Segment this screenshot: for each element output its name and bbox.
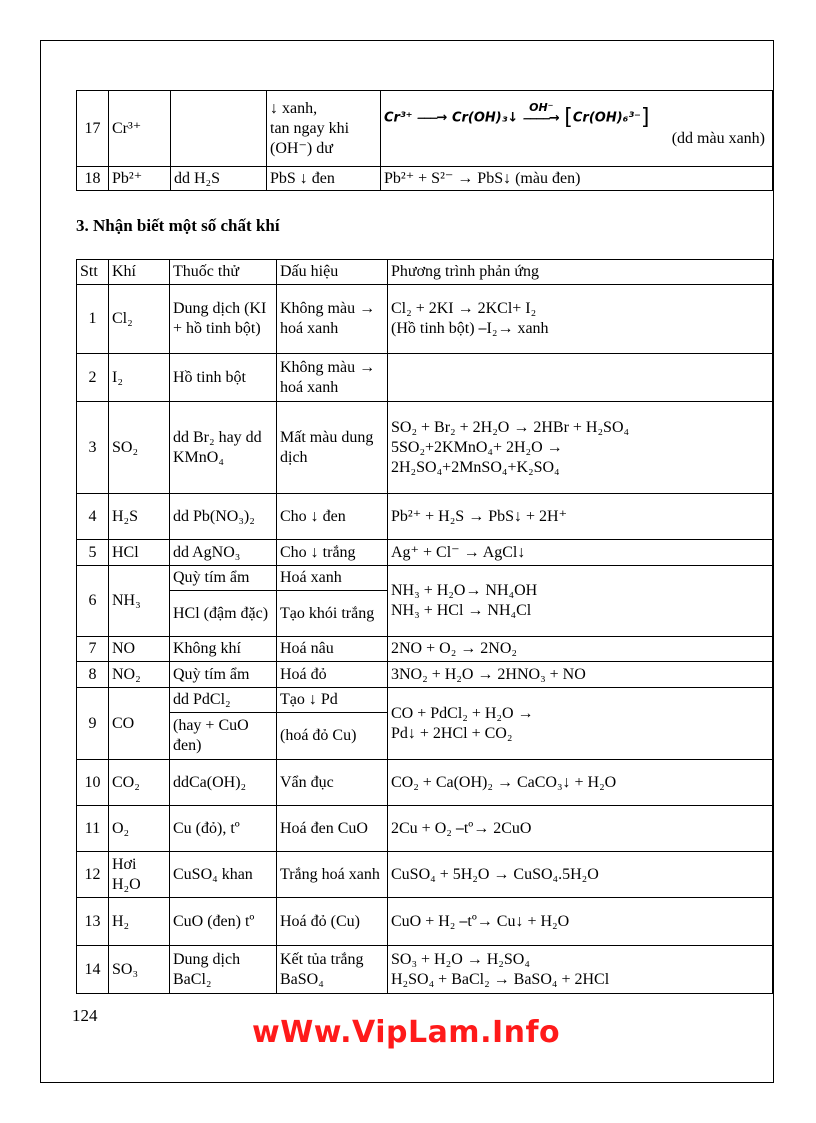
watermark-link[interactable]: wWw.VipLam.Info	[252, 1015, 561, 1050]
table-row: 1 Cl₂ Dung dịch (KI + hồ tinh bột) Không màu → hoá xanh Cl₂ + 2KI → 2KCl+ I₂ (Hồ tinh bột) ⎯I₂→ xanh	[77, 285, 773, 354]
table-row: 3 SO₂ dd Br₂ hay dd KMnO₄ Mất màu dung dịch SO₂ + Br₂ + 2H₂O → 2HBr + H₂SO₄ 5SO₂+2KMnO₄+ 2H₂O → 2H₂SO₄+2MnSO₄+K₂SO₄	[77, 402, 773, 494]
table-row: 4 H₂S dd Pb(NO₃)₂ Cho ↓ đen Pb²⁺ + H₂S → PbS↓ + 2H⁺	[77, 494, 773, 540]
table-row: 5 HCl dd AgNO₃ Cho ↓ trắng Ag⁺ + Cl⁻ → AgCl↓	[77, 540, 773, 566]
table-row: 18 Pb²⁺ dd H₂S PbS ↓ đen Pb²⁺ + S²⁻ → PbS↓ (màu đen)	[77, 167, 773, 191]
table-row: 11 O₂ Cu (đỏ), tº Hoá đen CuO 2Cu + O₂ ⎯tº→ 2CuO	[77, 806, 773, 852]
table-header-row: Stt Khí Thuốc thử Dấu hiệu Phương trình phản ứng	[77, 260, 773, 285]
table-row: 9 CO dd PdCl₂ Tạo ↓ Pd CO + PdCl₂ + H₂O → Pd↓ + 2HCl + CO₂	[77, 688, 773, 713]
ion-table-continuation	[76, 90, 773, 191]
page-number: 124	[72, 1006, 98, 1025]
table-row: 2 I₂ Hồ tinh bột Không màu → hoá xanh	[77, 354, 773, 402]
table-row: 7 NO Không khí Hoá nâu 2NO + O₂ → 2NO₂	[77, 637, 773, 662]
table-row: (hay + CuO đen) (hoá đỏ Cu)	[77, 713, 773, 760]
table-row: 10 CO₂ ddCa(OH)₂ Vẩn đục CO₂ + Ca(OH)₂ → CaCO₃↓ + H₂O	[77, 760, 773, 806]
section-title: 3. Nhận biết một số chất khí	[76, 216, 280, 235]
gas-table	[76, 259, 773, 994]
table-row: 12 Hơi H₂O CuSO₄ khan Trắng hoá xanh CuSO₄ + 5H₂O → CuSO₄.5H₂O	[77, 852, 773, 898]
table-row: 8 NO₂ Quỳ tím ẩm Hoá đỏ 3NO₂ + H₂O → 2HNO₃ + NO	[77, 662, 773, 688]
sign-cell: ↓ xanh, tan ngay khi (OH⁻) dư	[267, 91, 381, 167]
table-row: 14 SO₃ Dung dịch BaCl₂ Kết tủa trắng BaSO₄ SO₃ + H₂O → H₂SO₄ H₂SO₄ + BaCl₂ → BaSO₄ + 2HCl	[77, 946, 773, 994]
chromium-scheme: Cr³⁺ ⎯⎯⎯→ Cr(OH)₃↓ OH⁻ ⎯⎯⎯⎯→ [Cr(OH)₆³⁻]	[384, 100, 650, 131]
table-row: 6 NH₃ Quỳ tím ẩm Hoá xanh NH₃ + H₂O→ NH₄OH NH₃ + HCl → NH₄Cl	[77, 566, 773, 591]
table-row	[77, 91, 773, 167]
table-row: 13 H₂ CuO (đen) tº Hoá đỏ (Cu) CuO + H₂ ⎯tº→ Cu↓ + H₂O	[77, 898, 773, 946]
equation-cell: Cr³⁺ ⎯⎯⎯→ Cr(OH)₃↓ OH⁻ ⎯⎯⎯⎯→ [Cr(OH)₆³⁻] (dd màu xanh)	[381, 91, 773, 167]
stt-cell: 17	[77, 91, 109, 167]
reagent-cell	[171, 91, 267, 167]
ion-cell: Cr³⁺	[109, 91, 171, 167]
table-row: HCl (đậm đặc) Tạo khói trắng	[77, 591, 773, 637]
